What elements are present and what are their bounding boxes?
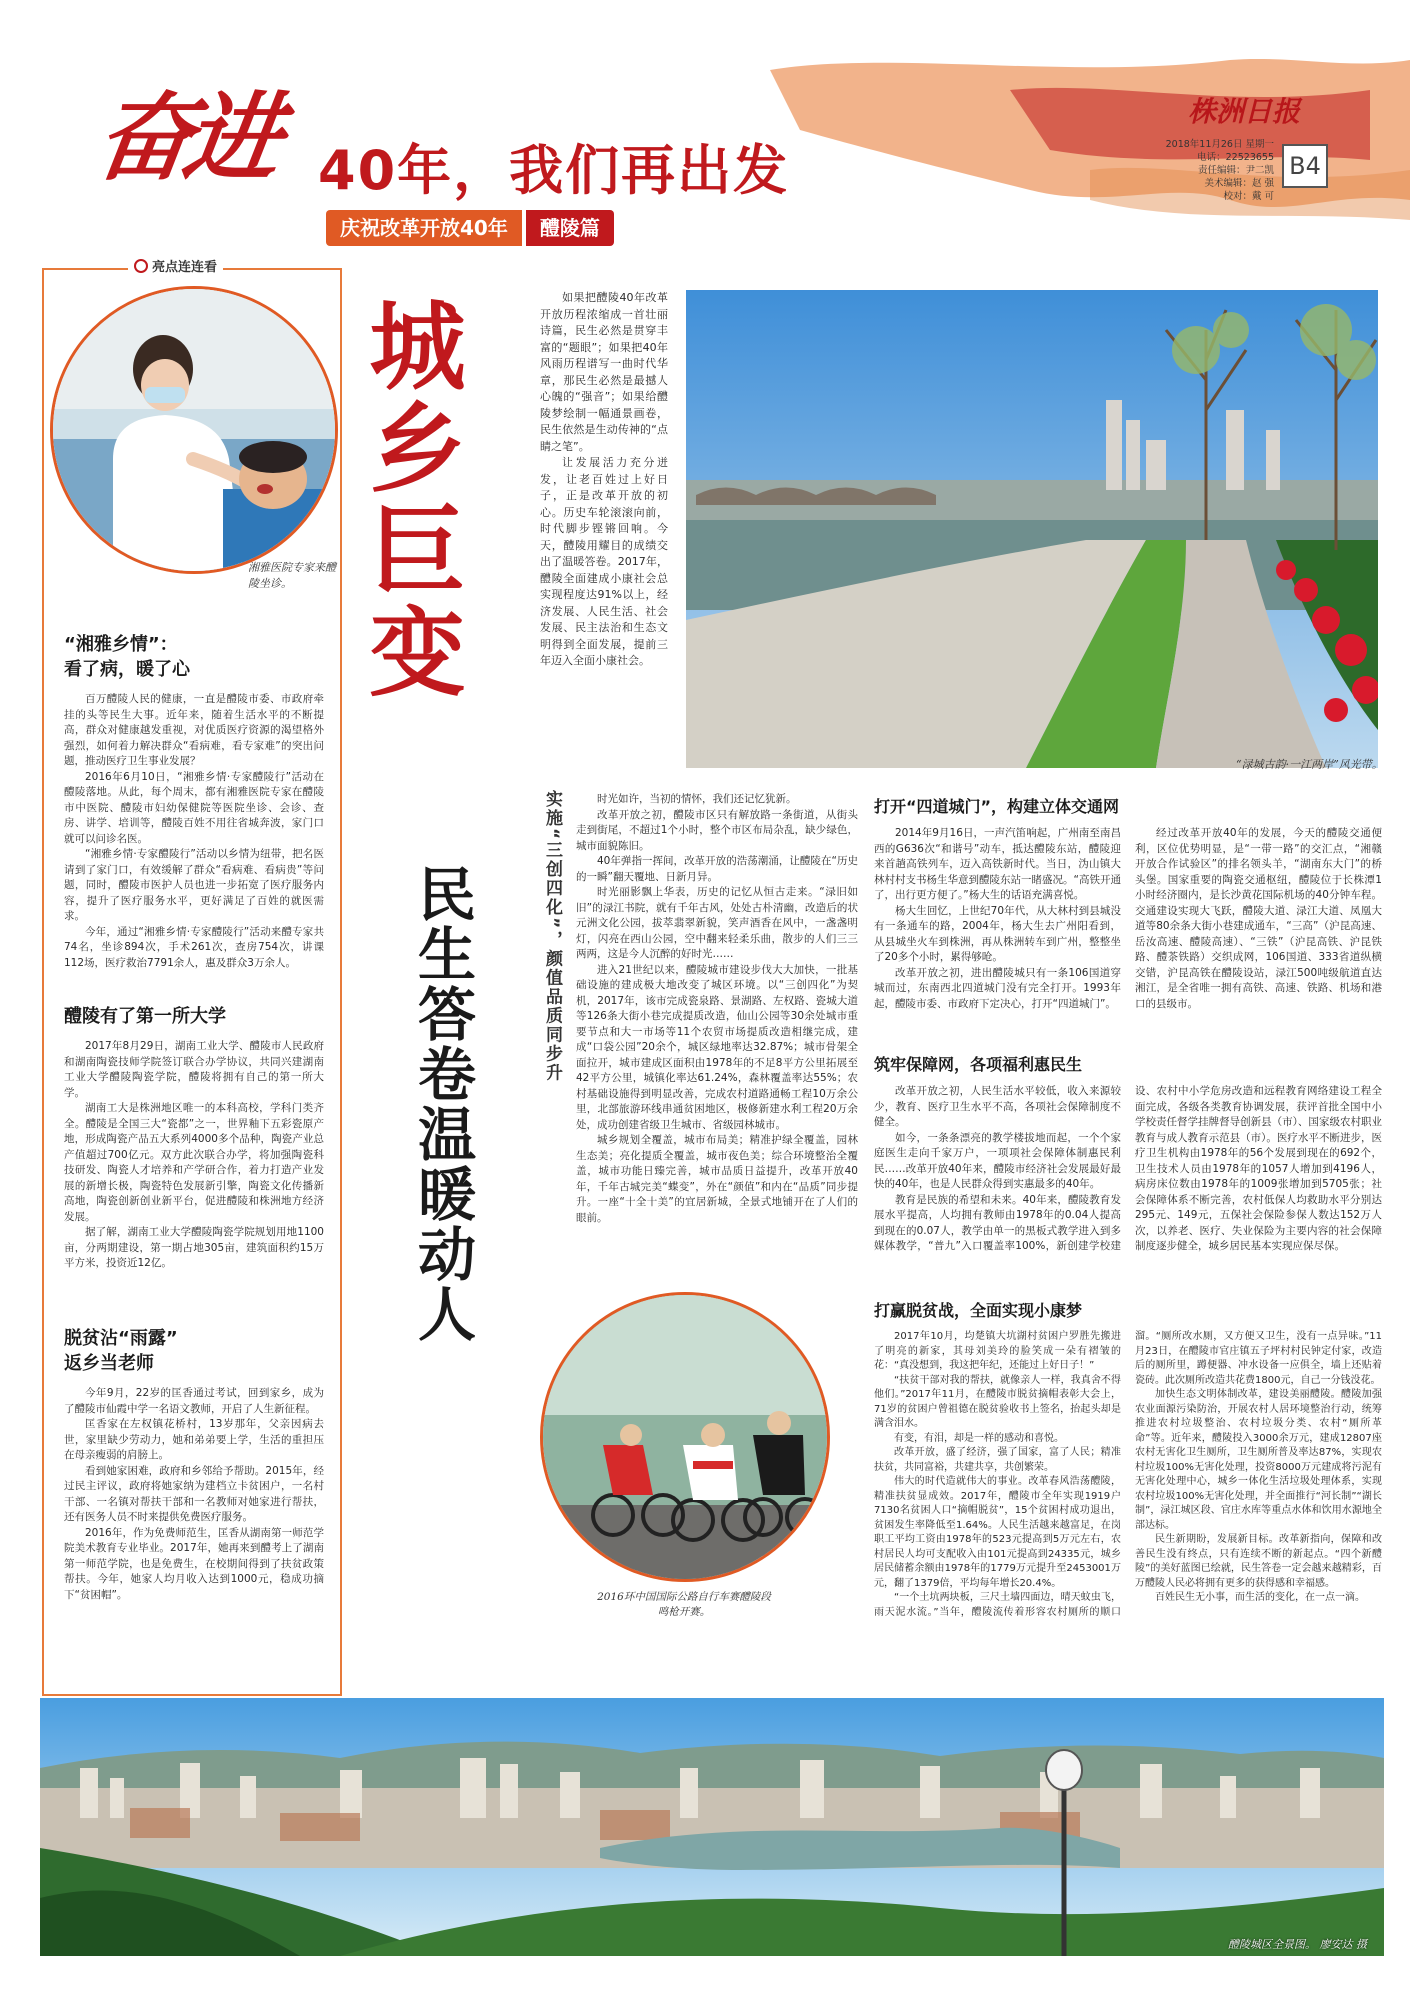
traffic-p1: 2014年9月16日，一声汽笛响起，广州南至南昌西的G636次“和谐号”动车，抵达醴陵东站，醴陵迎来首趟高铁列车，迈入高铁新时代。当日，沩山镇大林村村支书杨生华意到醴陵东站一睹盛况。“高铁开通了，出行更方便了。”杨大生的话语充满喜悦。 [874, 827, 1121, 901]
sidebar-section-1 [64, 632, 324, 971]
issue-date: 2018年11月26日 星期一 [1165, 139, 1274, 150]
section-2-p2: 湖南工大是株洲地区唯一的本科高校，学科门类齐全。醴陵是全国三大“瓷都”之一，世界釉下五彩瓷原产地，形成陶瓷产品五大系列4000多个品种，陶瓷产业总产值超过700亿元。双方此次联合办学，将加强陶瓷科技研发、陶瓷人才培养和产学研合作，着力打造产业发展的新增长极，陶瓷特色发展新引擎，陶瓷文化传播新高地，陶瓷创新创业新平台，促进醴陵和株洲地方经济发展。 [64, 1102, 324, 1223]
welfare-p2: 如今，一条条漂亮的教学楼拔地而起，一个个家庭医生走向千家万户，一项项社会保障体制惠民利民……改革开放40年来，醴陵市经济社会发展最好最快的40年，也是人民群众得到实惠最多的40年。 [874, 1131, 1121, 1190]
section-2-p3: 据了解，湖南工业大学醴陵陶瓷学院规划用地1100亩，分两期建设，第一期占地305亩，建筑面积约15万平方米，投资近12亿。 [64, 1226, 324, 1269]
welfare-p3: 教育是民族的希望和未来。40年来，醴陵教育发展水平提高，人均拥有教师由1978年的0.04人提高到现在的0.07人，教学由单一的黑板式教学进入到多媒体教学，“普九”入口覆盖率100%，新创建学校建设、农村中小学危房改造和远程教育网络建设工程全面完成，各级各类教育协调发展，获评首批全国中小学校责任督学挂牌督导创新县（市）、国家级农村职业教育与成人教育示范县（市）。医疗水平不断进步，医疗卫生机构由1978年的56个发展到现在的692个，卫生技术人员由1978年的1057人增加到4196人，病房床位数由1978年的1009张增加到5705张；社会保障体系不断完善，农村低保人均救助水平分别达295元、149元，五保社会保险参保人数达152万人次，以养老、医疗、失业保险为主要内容的社会保障制度逐步健全，城乡居民基本实现应保尽保。 [874, 1085, 1382, 1252]
section-2-p1: 2017年8月29日，湖南工业大学、醴陵市人民政府和湖南陶瓷技师学院签订联合办学协议，共同兴建湖南工业大学醴陵陶瓷学院，醴陵将拥有自己的第一所大学。 [64, 1040, 324, 1099]
masthead-info [1146, 138, 1274, 203]
city-p2: 改革开放之初，醴陵市区只有解放路一条街道，从街头走到街尾，不超过1个小时，整个市区布局杂乱，缺少绿色，城市面貌陈旧。 [576, 808, 858, 852]
subheadline-vertical: 实施“三创四化”，颜值品质同步升 [542, 790, 562, 1083]
section-1-title: “湘雅乡情”： 看了病，暖了心 [64, 634, 190, 680]
headline-vertical: 民生答卷温暖动人 [408, 864, 476, 1344]
editor: 责任编辑：尹二凯 [1197, 165, 1274, 176]
lead-intro [540, 290, 668, 670]
section-3-p2: 匡香家在左权镇花桥村，13岁那年，父亲因病去世，家里缺少劳动力，她和弟弟要上学，生活的重担压在母亲瘦弱的肩膀上。 [64, 1418, 324, 1461]
traffic-body [874, 826, 1382, 1066]
poverty-p2: “扶贫干部对我的帮扶，就像亲人一样，我真舍不得他们。”2017年11月，在醴陵市脱贫摘帽表彰大会上，71岁的贫困户曾祖德在脱贫验收书上签名，抬起头却是满含泪水。 [874, 1374, 1121, 1429]
city-p4: 时光丽影飘上华表，历史的记忆从恒古走来。“渌旧如旧”的渌江书院，就有千年古风，处处古朴清幽，改造后的状元洲文化公园，拔萃翡翠新貌，笑声酒香在风中，一盏盏明灯，闪亮在西山公园，空中翻来轻柔乐曲，散步的人们三三两两，这是今人沉醉的好时光…… [576, 886, 858, 960]
section-tag: 醴陵篇 [526, 210, 614, 246]
sidebar-section-2 [64, 1004, 324, 1272]
welfare-title: 筑牢保障网，各项福利惠民生 [874, 1055, 1083, 1074]
poverty-section [874, 1300, 1382, 1666]
riverside-photo-caption: “渌城古韵·一江两岸”风光带。 [1236, 758, 1383, 771]
panorama-caption: 醴陵城区全景图。 廖安达 摄 [1228, 1938, 1367, 1951]
poverty-p8: 民生新期盼，发展新目标。改革新指向，保障和改善民生没有终点，只有连续不断的新起点。“四个新醴陵”的美好蓝图已绘就，民生答卷一定会越来越精彩，百万醴陵人民必将拥有更多的获得感和幸福感。 [1135, 1534, 1382, 1589]
section-3-p3: 看到她家困难，政府和乡邻给予帮助。2015年，经过民主评议，政府将她家纳为建档立卡贫困户，一名村干部、一名镇对帮扶干部和一名教师对她家进行帮扶，还有医务人员不时来提供免费医疗服务。 [64, 1464, 324, 1523]
poverty-title: 打赢脱贫战，全面实现小康梦 [874, 1301, 1083, 1320]
header-banner [0, 40, 1420, 240]
art-editor: 美术编辑：赵 强 [1204, 178, 1274, 189]
lead-p1: 如果把醴陵40年改革开放历程浓缩成一首壮丽诗篇，民生必然是贯穿丰富的“题眼”；如果把40年风雨历程谱写一曲时代华章，那民生必然是最撼人心魄的“强音”；如果给醴陵梦绘制一幅通景画卷，民生依然是生动传神的“点睛之笔”。 [540, 291, 668, 453]
poverty-p6: “一个土坑两块板，三尺土墙四面边，晴天蚊虫飞，雨天泥水流。”当年，醴陵流传着形容农村厕所的顺口溜。“厕所改水厕，又方便又卫生，没有一点异味。”11月23日，在醴陵市官庄镇五子坪村村民钟定付家，改造后的厕所里，蹲便器、冲水设备一应俱全，墙上还贴着瓷砖。此次厕所改造共花费1800元，自己一分钱没花。 [874, 1331, 1382, 1618]
sidebar-column-title [128, 256, 223, 275]
poverty-p1: 2017年10月，均楚镇大坑湖村贫困户罗胜先搬进了明亮的新家，其母刘美玲的脸笑成一朵有褶皱的花：“真没想到，我这把年纪，还能过上好日子！” [874, 1331, 1121, 1371]
doctor-photo-caption: 湘雅医院专家来醴陵坐诊。 [248, 561, 336, 590]
brand-calligraphy: 奋进 [89, 81, 281, 194]
cycling-photo-art [543, 1295, 827, 1579]
vertical-calligraphy-title: 城乡巨变 [354, 296, 467, 704]
headline-main: 40年，我们再出发 [318, 139, 790, 202]
proofreader: 校对：戴 可 [1223, 191, 1274, 202]
city-panorama-art [40, 1698, 1384, 1956]
phone: 电话：22523655 [1197, 152, 1274, 163]
section-1-p1: 百万醴陵人民的健康，一直是醴陵市委、市政府牵挂的头等民生大事。近年来，随着生活水平的不断提高，群众对健康越发重视，对优质医疗资源的渴望格外强烈，如何着力解决群众“看病难，看专家难”的突出问题，推动医疗卫生事业发展？ [64, 693, 324, 767]
section-2-body [64, 1039, 324, 1272]
traffic-p4: 经过改革开放40年的发展，今天的醴陵交通便利，区位优势明显，是“一带一路”的交汇点，“湘赣开放合作试验区”的排名领头羊，“湖南东大门”的桥头堡。国家重要的陶瓷交通枢纽，醴陵位于长株潭1小时经济圈内，是长沙黄花国际机场的40分钟车程。交通建设实现大飞跃，醴陵大道、渌江大道、凤凰大道等80余条大街小巷建成通车，“三高”（沪昆高速、岳汝高速、醴陵高速）、“三铁”（沪昆高铁、沪昆铁路、醴茶铁路）交织成网，106国道、333省道纵横交错，沪昆高铁在醴陵设站，渌江500吨级航道直达湘江，是全省唯一拥有高铁、高速、铁路、机场和港口的县级市。 [1135, 827, 1382, 1010]
city-article [576, 792, 858, 1226]
doctor-photo [50, 286, 338, 574]
section-1-p3: “湘雅乡情·专家醴陵行”活动以乡情为纽带，把名医请到了家门口，有效缓解了群众“看病难、看病贵”等问题，同时，醴陵市医护人员也进一步拓宽了医疗服务内容，提升了医疗服务水平，更好满足了百姓的就医需求。 [64, 848, 324, 922]
poverty-p7: 加快生态文明体制改革，建设美丽醴陵。醴陵加强农业面源污染防治，开展农村人居环境整治行动，统筹推进农村垃圾整治、农村垃圾分类、农村“厕所革命”等。近年来，醴陵投入3000余万元，建成12807座农村无害化卫生厕所，卫生厕所普及率达87%，实现农村垃圾100%无害化处理，投资8000万元建成将污泥有无害化处理中心，城乡一体化生活垃圾处理体系，实现农村垃圾100%无害化处理，并全面推行“河长制”“湖长制”，渌江城区段、官庄水库等重点水体和饮用水源地全部达标。 [1135, 1389, 1382, 1531]
poverty-p3: 有变，有泪，却是一样的感动和喜悦。 [894, 1432, 1064, 1444]
page-number: B4 [1282, 144, 1328, 188]
newspaper-name: 株洲日报 [1188, 95, 1301, 128]
section-2-title: 醴陵有了第一所大学 [64, 1006, 226, 1027]
poverty-p9: 百姓民生无小事，而生活的变化，在一点一滴。 [1155, 1592, 1365, 1603]
poverty-p5: 伟大的时代造就伟大的事业。改革春风浩荡醴陵，精准扶贫显成效。2017年，醴陵市全年实现1919户7130名贫困人口“摘帽脱贫”，15个贫困村成功退出，贫困发生率降低至1.64%。人民生活越来越富足，在岗职工平均工资由1978年的523元提高到5万元左右，农村居民人均可支配收入由101元提高到24335元，城乡居民储蓄余额由1978年的1779万元提升至2453001万元，翻了1379倍，平均每年增长20.4%。 [874, 1476, 1121, 1589]
section-3-body [64, 1386, 324, 1603]
cycling-photo-caption: 2016环中国国际公路自行车赛醴陵段鸣枪开赛。 [597, 1591, 771, 1618]
city-p3: 40年弹指一挥间，改革开放的浩荡潮涌，让醴陵在“历史的一瞬”翻天覆地、日新月异。 [576, 855, 858, 883]
traffic-title: 打开“四道城门”，构建立体交通网 [874, 797, 1120, 816]
welfare-section [874, 1054, 1382, 1314]
doctor-photo-art [53, 289, 335, 571]
traffic-section [874, 796, 1382, 1066]
column-title-text: 亮点连连看 [152, 260, 218, 275]
welfare-p1: 改革开放之初，人民生活水平较低，收入来源较少，教育、医疗卫生水平不高，各项社会保障制度不健全。 [874, 1085, 1121, 1128]
city-p6: 城乡规划全覆盖，城市布局美；精准护绿全覆盖，园林生态美；亮化提质全覆盖，城市夜色美；综合环境整治全覆盖，城市功能日臻完善，城市品质日益提升，改革开放40年，千年古城完美“蝶变”，外在“颜值”和内在“品质”同步提升。一座“十全十美”的宜居新城，全景式地铺开在了人们的眼前。 [576, 1134, 858, 1224]
section-3-p4: 2016年，作为免费师范生，匡香从湖南第一师范学院美术教育专业毕业。2017年，她再来到醴考上了湖南第一师范学院，也是免费生，在校期间得到了扶贫政策帮扶。今年，她家人均月收入达到1000元，稳成功摘下“贫困帽”。 [64, 1526, 324, 1601]
cycling-photo [540, 1292, 830, 1582]
section-3-title: 脱贫沾“雨露” 返乡当老师 [64, 1328, 178, 1374]
city-panorama-photo [40, 1698, 1384, 1956]
lead-p2: 让发展活力充分迸发，让老百姓过上好日子，正是改革开放的初心。历史车轮滚滚向前，时代脚步铿锵回响。今天，醴陵用耀目的成绩交出了温暖答卷。2017年，醴陵全面建成小康社会总实现程度达91%以上，经济发展、人民生活、社会发展、民主法治和生态文明得到全面发展，提前三年迈入全面小康社会。 [540, 456, 668, 667]
city-p1: 时光如许，当初的情怀，我们还记忆犹新。 [597, 793, 797, 805]
poverty-p4: 改革开放，盛了经济，强了国家，富了人民；精准扶贫，共同富裕，共建共享，共创繁荣。 [874, 1447, 1121, 1473]
traffic-p3: 改革开放之初，进出醴陵城只有一条106国道穿城而过，东南西北四道城门没有完全打开。1993年起，醴陵市委、市政府下定决心，打开“四道城门”。 [874, 966, 1121, 1010]
section-1-body [64, 692, 324, 971]
poverty-body [874, 1330, 1382, 1666]
sub-banner [326, 210, 614, 246]
section-1-p4: 今年，通过“湘雅乡情·专家醴陵行”活动来醴专家共74名，坐诊894次，手术261次，查房754次，讲课112场，医疗救治7791余人，惠及群众3万余人。 [64, 925, 324, 969]
city-p5: 进入21世纪以来，醴陵城市建设步伐大大加快，一批基础设施的建成极大地改变了城区环境。以“三创四化”为契机，2017年，该市完成瓷泉路、景湖路、左权路、瓷城大道等126条大街小巷完成提质改造，仙山公园等30余处城市重要节点和大一市场等11个农贸市场提质改造相继完成，建成“口袋公园”20余个，城区绿地率达32.87%；城市骨架全面拉开，城市建成区面积由1978年的不足8平方公里拓展至42平方公里，城镇化率达61.24%，森林覆盖率达55%；农村基础设施得到明显改善，完成农村道路通畅工程10万余公里，北部旅游环线串通贫困地区，极修新建水利工程20万余处，成功创建省级卫生城市、省级园林城市。 [576, 963, 858, 1131]
welfare-body [874, 1084, 1382, 1314]
traffic-p2: 杨大生回忆，上世纪70年代，从大林村到县城没有一条通车的路，2004年，杨大生去广州阳看到，从县城坐火车到株洲，再从株洲转车到广州，整整坐了20多个小时，累得够呛。 [874, 904, 1121, 963]
sidebar-section-3 [64, 1326, 324, 1603]
bullet-icon [134, 259, 148, 273]
sub-banner-text: 庆祝改革开放40年 [326, 210, 522, 246]
section-3-p1: 今年9月，22岁的匡香通过考试，回到家乡，成为了醴陵市仙霞中学一名语文教师，开启了人生新征程。 [64, 1387, 324, 1415]
riverside-photo [686, 290, 1378, 768]
riverside-photo-art [686, 290, 1378, 768]
section-1-p2: 2016年6月10日，“湘雅乡情·专家醴陵行”活动在醴陵落地。从此，每个周末，都有湘雅医院专家在醴陵市中医院、醴陵市妇幼保健院等医院坐诊、会诊、查房、讲学、培训等，醴陵百姓不用往省城奔波，家门口就可以问诊名医。 [64, 770, 324, 845]
